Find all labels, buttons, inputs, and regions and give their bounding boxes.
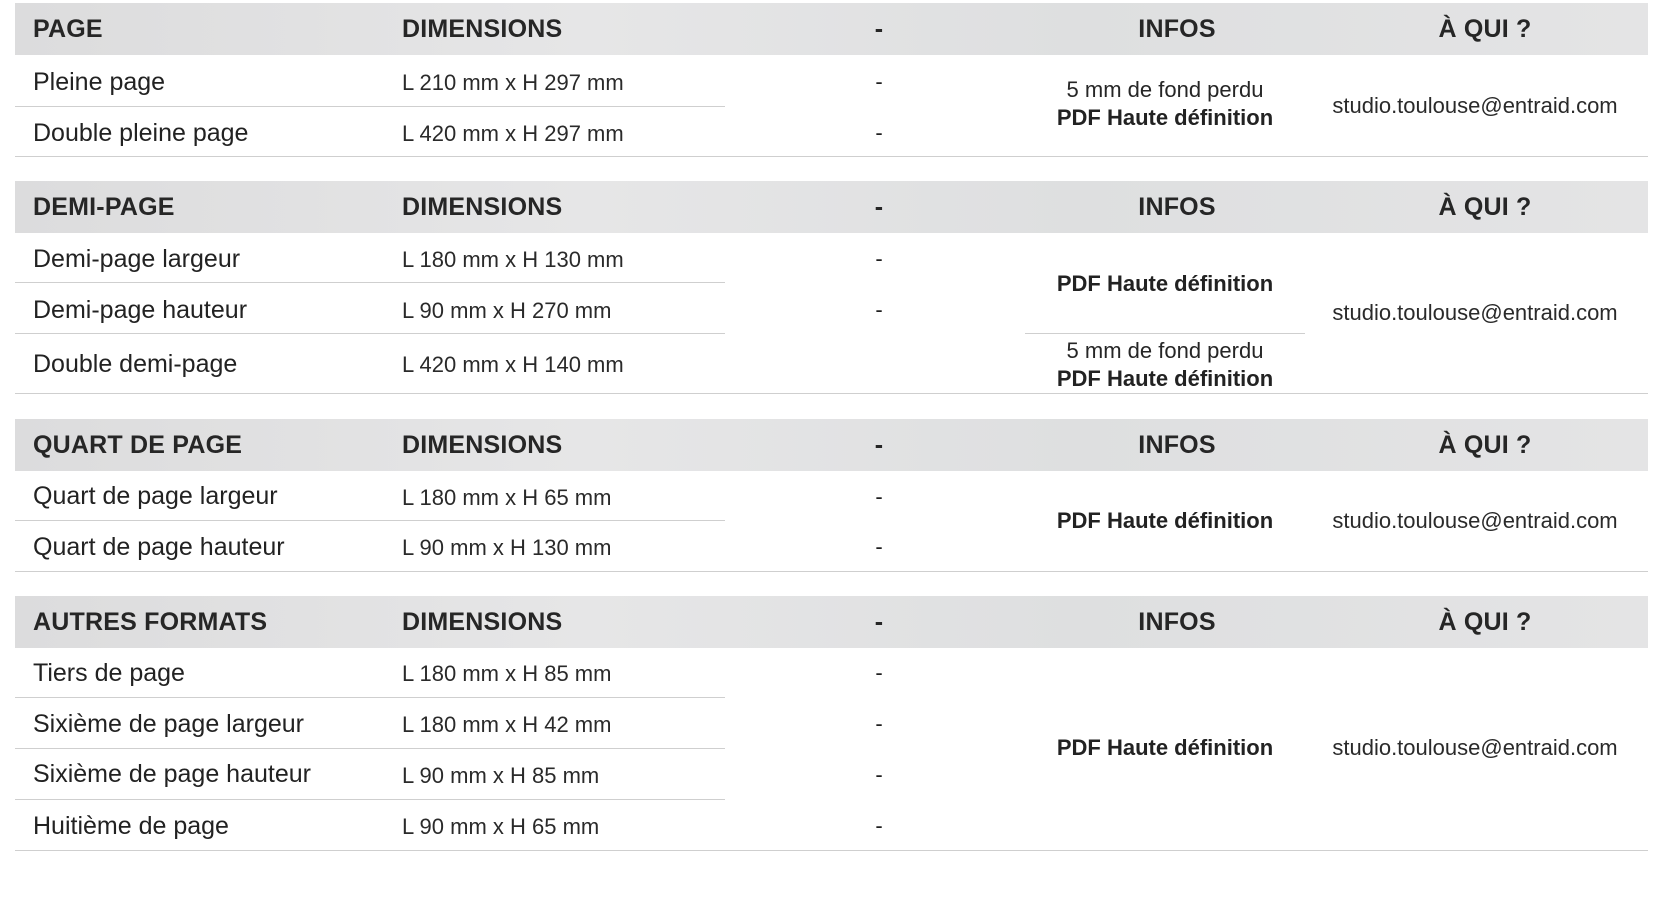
header-category: DEMI-PAGE	[33, 193, 175, 221]
header-who: À QUI ?	[1438, 193, 1532, 221]
format-name: Pleine page	[33, 68, 166, 96]
pdf-text: PDF Haute définition	[1056, 271, 1274, 296]
format-dimensions: L 180 mm x H 85 mm	[402, 661, 612, 686]
format-dimensions: L 180 mm x H 42 mm	[402, 712, 612, 737]
contact-email: studio.toulouse@entraid.com	[1332, 735, 1618, 760]
section-bottom-rule	[15, 393, 1648, 394]
header-infos: INFOS	[1138, 15, 1216, 43]
format-name: Sixième de page hauteur	[33, 760, 311, 788]
header-dimensions: DIMENSIONS	[402, 193, 563, 221]
format-dash: -	[875, 69, 883, 94]
pdf-text: PDF Haute définition	[1056, 508, 1274, 533]
header-infos: INFOS	[1138, 193, 1216, 221]
table-row	[15, 334, 1648, 392]
format-dash: -	[875, 534, 883, 559]
format-dash: -	[875, 660, 883, 685]
info-cell	[1025, 338, 1305, 392]
info-divider	[1025, 333, 1305, 334]
format-dimensions: L 180 mm x H 65 mm	[402, 485, 612, 510]
format-dash: -	[875, 813, 883, 838]
section-bottom-rule	[15, 156, 1648, 157]
contact-email: studio.toulouse@entraid.com	[1332, 508, 1618, 533]
header-infos: INFOS	[1138, 431, 1216, 459]
header-category: PAGE	[33, 15, 103, 43]
header-dash: -	[874, 193, 884, 221]
section-autres-formats	[15, 596, 1648, 896]
bleed-text: 5 mm de fond perdu	[1066, 77, 1264, 102]
header-dimensions: DIMENSIONS	[402, 431, 563, 459]
pdf-text: PDF Haute définition	[1056, 735, 1274, 760]
section-demi-page	[15, 181, 1648, 396]
section-header	[15, 419, 1648, 471]
header-who: À QUI ?	[1438, 608, 1532, 636]
format-name: Double pleine page	[33, 119, 249, 147]
section-header	[15, 3, 1648, 55]
format-name: Sixième de page largeur	[33, 710, 304, 738]
format-dimensions: L 90 mm x H 65 mm	[402, 814, 600, 839]
header-category: AUTRES FORMATS	[33, 608, 268, 636]
format-dash: -	[875, 711, 883, 736]
format-dash: -	[875, 246, 883, 271]
section-header	[15, 181, 1648, 233]
info-cell	[1025, 508, 1305, 534]
info-cell	[1025, 735, 1305, 761]
section-bottom-rule	[15, 571, 1648, 572]
format-dash: -	[875, 762, 883, 787]
header-who: À QUI ?	[1438, 431, 1532, 459]
format-dimensions: L 180 mm x H 130 mm	[402, 247, 624, 272]
table-row	[15, 233, 1648, 283]
format-name: Quart de page hauteur	[33, 533, 285, 561]
header-dimensions: DIMENSIONS	[402, 15, 563, 43]
format-dimensions: L 420 mm x H 140 mm	[402, 352, 624, 377]
format-dimensions: L 90 mm x H 130 mm	[402, 535, 612, 560]
info-cell	[1025, 77, 1305, 131]
header-category: QUART DE PAGE	[33, 431, 243, 459]
format-dimensions: L 210 mm x H 297 mm	[402, 70, 624, 95]
section-bottom-rule	[15, 850, 1648, 851]
format-dimensions: L 420 mm x H 297 mm	[402, 121, 624, 146]
format-dash: -	[875, 120, 883, 145]
section-page	[15, 3, 1648, 158]
header-dash: -	[874, 15, 884, 43]
format-name: Demi-page hauteur	[33, 296, 248, 324]
section-header	[15, 596, 1648, 648]
section-quart-de-page	[15, 419, 1648, 574]
contact-email: studio.toulouse@entraid.com	[1332, 93, 1618, 118]
format-name: Double demi-page	[33, 350, 238, 378]
table-row	[15, 800, 1648, 850]
format-name: Huitième de page	[33, 812, 229, 840]
format-dimensions: L 90 mm x H 85 mm	[402, 763, 600, 788]
format-name: Quart de page largeur	[33, 482, 278, 510]
format-dash: -	[875, 297, 883, 322]
contact-email: studio.toulouse@entraid.com	[1332, 300, 1618, 325]
header-dash: -	[874, 608, 884, 636]
info-cell	[1025, 271, 1305, 297]
header-who: À QUI ?	[1438, 15, 1532, 43]
header-dash: -	[874, 431, 884, 459]
format-name: Tiers de page	[33, 659, 185, 687]
pdf-text: PDF Haute définition	[1056, 105, 1274, 130]
header-dimensions: DIMENSIONS	[402, 608, 563, 636]
format-name: Demi-page largeur	[33, 245, 241, 273]
pdf-text: PDF Haute définition	[1056, 366, 1274, 391]
format-dimensions: L 90 mm x H 270 mm	[402, 298, 612, 323]
format-dash: -	[875, 484, 883, 509]
header-infos: INFOS	[1138, 608, 1216, 636]
bleed-text: 5 mm de fond perdu	[1066, 338, 1264, 363]
table-row	[15, 648, 1648, 698]
